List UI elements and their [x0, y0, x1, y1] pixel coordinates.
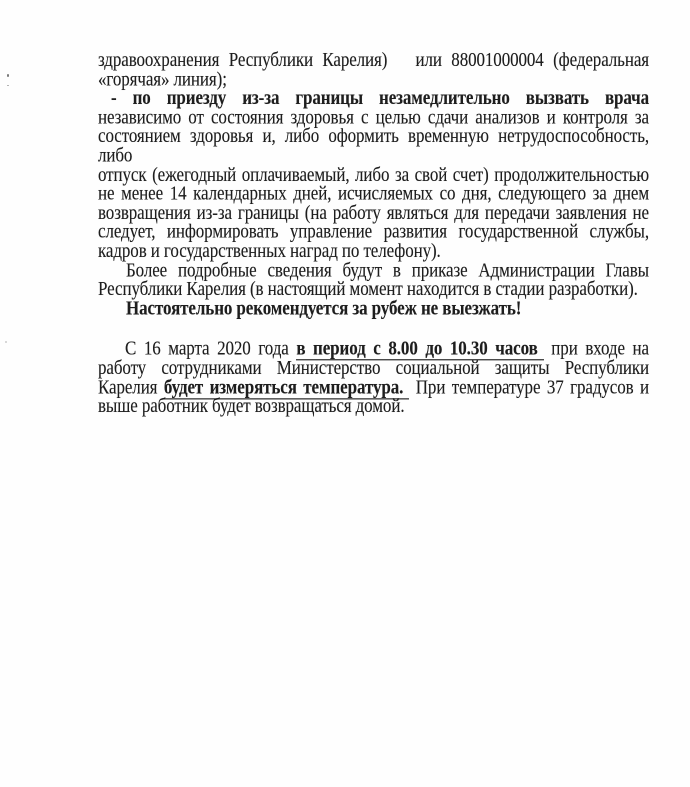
text-segment: будет измеряться температура. — [164, 376, 409, 399]
text-segment: Республики Карелия (в настоящий момент находится в стадии разработки). — [98, 277, 638, 300]
text-segment: следует, информировать управление развития государственной службы, — [98, 220, 649, 243]
text-segment: выше работник будет возвращаться домой. — [98, 394, 405, 417]
text-segment: возвращения из-за границы (на работу являться для передачи заявления не — [98, 201, 649, 224]
text-segment: - по приезду из-за границы незамедлительно вызвать врача — [111, 86, 649, 109]
scan-speck — [5, 341, 7, 343]
text-segment: в период с 8.00 до 10.30 часов — [296, 338, 543, 361]
text-segment: работу сотрудниками Министерство социальной защиты Республики — [98, 356, 649, 379]
text-segment: независимо от состояния здоровья с целью сдачи анализов и контроля за — [98, 105, 649, 128]
text-segment: отпуск (ежегодный оплачиваемый, либо за свой счет) продолжительностью — [98, 163, 649, 186]
text-line — [98, 296, 649, 319]
text-segment: Карелия — [98, 375, 164, 398]
text-segment: С 16 марта 2020 года — [125, 337, 297, 360]
text-segment: не менее 14 календарных дней, исчисляемых со дня, следующего за днем — [98, 182, 649, 205]
text-segment: кадров и государственных наград по телефону). — [98, 239, 441, 262]
text-segment: При температуре 37 градусов и — [409, 375, 649, 398]
text-segment: состоянием здоровья и, либо оформить временную нетрудоспособность, либо — [98, 125, 649, 166]
scan-speck — [7, 74, 9, 77]
text-segment: Более подробные сведения будут в приказе Администрации Главы — [126, 258, 649, 281]
text-segment: Настоятельно рекомендуется за рубеж не выезжать! — [126, 296, 522, 319]
scan-speck — [7, 85, 9, 86]
text-segment: при входе на — [543, 337, 650, 360]
text-segment: здравоохранения Республики Карелия) или 88001000004 (федеральная — [98, 48, 649, 71]
text-line — [98, 394, 649, 417]
document-text-block — [98, 48, 650, 417]
text-line — [98, 127, 649, 165]
text-segment: «горячая» линия); — [98, 67, 227, 90]
